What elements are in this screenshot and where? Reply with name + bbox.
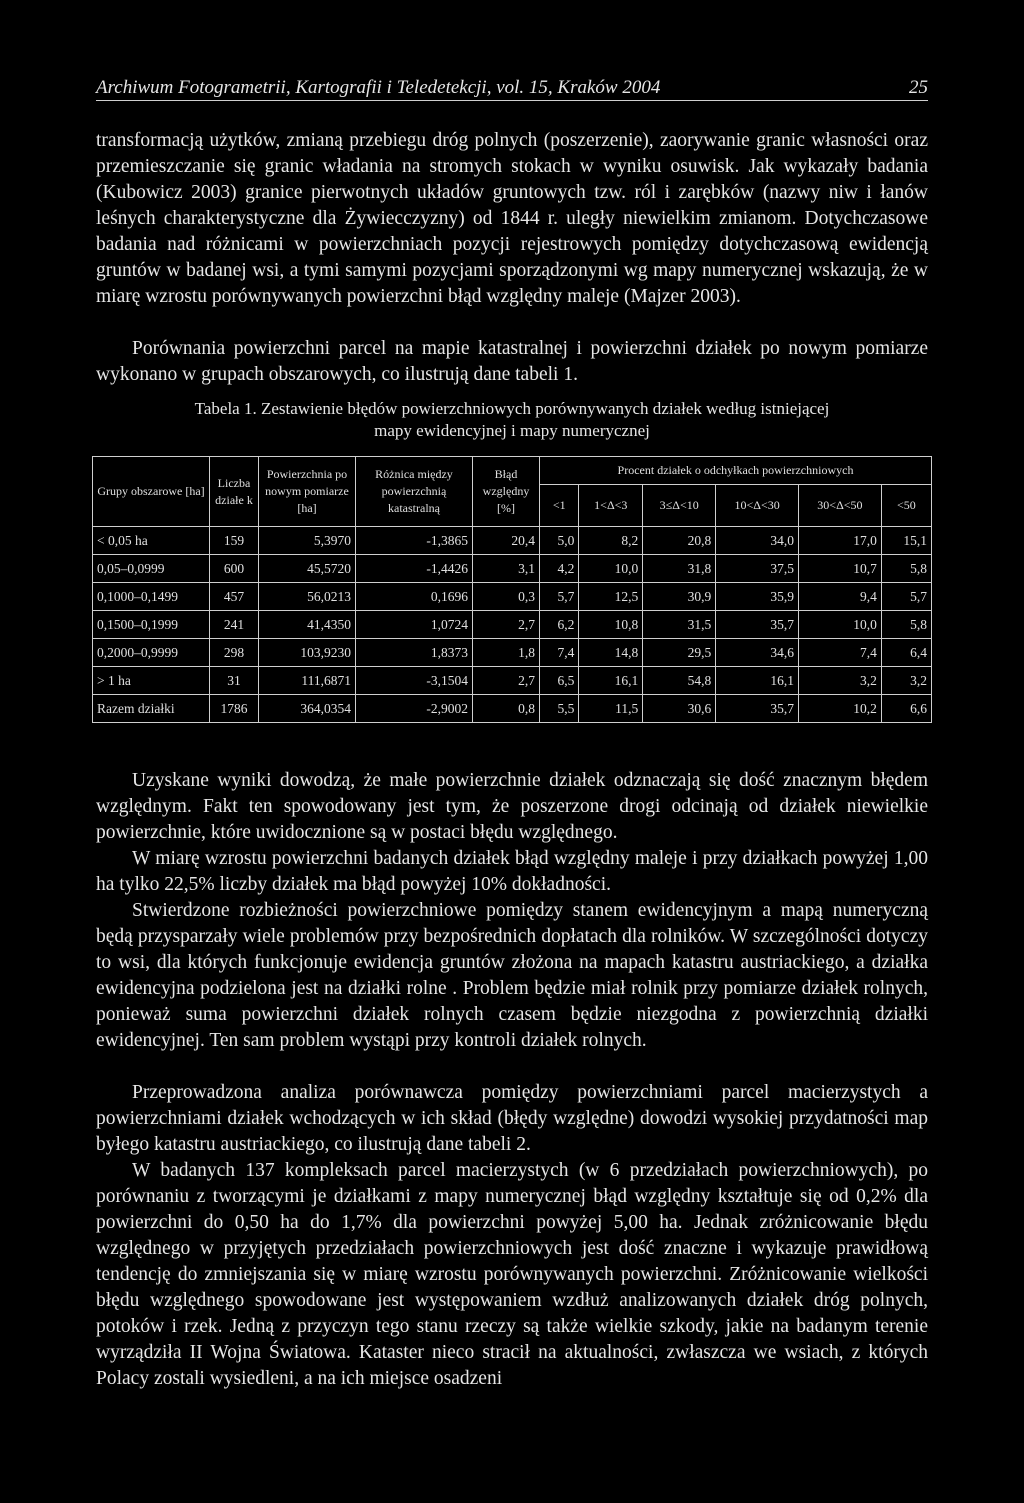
header-bin: 30<Δ<50 <box>799 485 882 527</box>
row-bin-value: 29,5 <box>643 639 716 667</box>
table-row <box>93 667 932 695</box>
row-error: 3,1 <box>473 555 540 583</box>
table-caption-line-2: mapy ewidencyjnej i mapy numerycznej <box>374 421 650 440</box>
row-label: 0,1000–0,1499 <box>93 583 210 611</box>
table-row <box>93 695 932 723</box>
row-bin-value: 34,6 <box>716 639 799 667</box>
row-diff: 1,8373 <box>356 639 473 667</box>
row-count: 600 <box>210 555 259 583</box>
row-bin-value: 15,1 <box>881 527 931 555</box>
row-label: > 1 ha <box>93 667 210 695</box>
row-bin-value: 20,8 <box>643 527 716 555</box>
row-error: 2,7 <box>473 667 540 695</box>
row-error: 1,8 <box>473 639 540 667</box>
row-label: 0,2000–0,9999 <box>93 639 210 667</box>
row-diff: -1,3865 <box>356 527 473 555</box>
row-bin-value: 5,8 <box>881 555 931 583</box>
paragraph-4: W miarę wzrostu powierzchni badanych działek błąd względny maleje i przy działkach powyżej 1,00 ha tylko 22,5% liczby działek ma błąd powyżej 10% dokładności. <box>96 848 928 895</box>
row-bin-value: 10,0 <box>579 555 643 583</box>
row-error: 2,7 <box>473 611 540 639</box>
row-bin-value: 14,8 <box>579 639 643 667</box>
row-bin-value: 5,0 <box>540 527 579 555</box>
row-count: 241 <box>210 611 259 639</box>
table-row <box>93 611 932 639</box>
row-bin-value: 30,6 <box>643 695 716 723</box>
row-label: 0,05–0,0999 <box>93 555 210 583</box>
header-bin: <1 <box>540 485 579 527</box>
row-count: 1786 <box>210 695 259 723</box>
row-bin-value: 9,4 <box>799 583 882 611</box>
row-count: 298 <box>210 639 259 667</box>
row-count: 457 <box>210 583 259 611</box>
header-percent-group: Procent działek o odchyłkach powierzchniowych <box>540 457 932 485</box>
row-error: 0,8 <box>473 695 540 723</box>
row-bin-value: 7,4 <box>540 639 579 667</box>
table-row <box>93 527 932 555</box>
table-row <box>93 583 932 611</box>
row-error: 20,4 <box>473 527 540 555</box>
header-bin: 10<Δ<30 <box>716 485 799 527</box>
paragraph-3: Uzyskane wyniki dowodzą, że małe powierzchnie działek odznaczają się dość znacznym błędem względnym. Fakt ten spowodowany jest tym, że poszerzone drogi odcinają od działek niewielkie powierzchnie, które uwidocznione są w postaci błędu względnego. <box>96 770 928 843</box>
table-caption <box>96 398 928 442</box>
table-caption-line-1: Tabela 1. Zestawienie błędów powierzchniowych porównywanych działek według istniejącej <box>194 399 830 418</box>
row-bin-value: 5,5 <box>540 695 579 723</box>
row-bin-value: 37,5 <box>716 555 799 583</box>
row-label: 0,1500–0,1999 <box>93 611 210 639</box>
header-diff: Różnica między powierzchnią katastralną <box>356 457 473 527</box>
row-bin-value: 10,8 <box>579 611 643 639</box>
row-diff: 1,0724 <box>356 611 473 639</box>
row-bin-value: 6,4 <box>881 639 931 667</box>
header-bin: <50 <box>881 485 931 527</box>
header-bin: 1<Δ<3 <box>579 485 643 527</box>
row-bin-value: 3,2 <box>799 667 882 695</box>
row-bin-value: 54,8 <box>643 667 716 695</box>
paragraph-6: Przeprowadzona analiza porównawcza pomiędzy powierzchniami parcel macierzystych a powierzchniami działek wchodzących w ich skład (błędy względne) dowodzi wysokiej przydatności map byłego katastru austriackiego, co ilustrują dane tabeli 2. <box>96 1082 928 1155</box>
page-number: 25 <box>909 77 928 98</box>
row-bin-value: 10,0 <box>799 611 882 639</box>
row-bin-value: 10,2 <box>799 695 882 723</box>
header-bin: 3≤Δ<10 <box>643 485 716 527</box>
row-bin-value: 5,7 <box>881 583 931 611</box>
header-area: Powierzchnia po nowym pomiarze [ha] <box>259 457 356 527</box>
row-diff: -2,9002 <box>356 695 473 723</box>
row-bin-value: 3,2 <box>881 667 931 695</box>
row-diff: -3,1504 <box>356 667 473 695</box>
row-area: 41,4350 <box>259 611 356 639</box>
row-error: 0,3 <box>473 583 540 611</box>
paragraph-5: Stwierdzone rozbieżności powierzchniowe pomiędzy stanem ewidencyjnym a mapą numeryczną będą przysparzały wiele problemów przy bezpośrednich dopłatach dla rolników. W szczególności dotyczy to wsi, dla których funkcjonuje ewidencja gruntów złożona na mapach katastru austriackiego, a działka ewidencyjna podzielona jest na działki rolne . Problem będzie miał rolnik przy pomiarze działek rolnych, ponieważ suma powierzchni działek rolnych czasem będzie niezgodna z powierzchnią działki ewidencyjnej. Ten sam problem wystąpi przy kontroli działek rolnych. <box>96 900 928 1051</box>
journal-title: Archiwum Fotogrametrii, Kartografii i Teledetekcji, vol. 15, Kraków 2004 <box>96 77 661 98</box>
table-row <box>93 555 932 583</box>
row-area: 5,3970 <box>259 527 356 555</box>
row-area: 56,0213 <box>259 583 356 611</box>
row-diff: 0,1696 <box>356 583 473 611</box>
row-bin-value: 35,7 <box>716 611 799 639</box>
paragraph-7: W badanych 137 kompleksach parcel macierzystych (w 6 przedziałach powierzchniowych), po porównaniu z tworzącymi je działkami z mapy numerycznej błąd względny kształtuje się od 0,2% dla powierzchni do 0,50 ha do 1,7% dla powierzchni powyżej 5,00 ha. Jednak zróżnicowanie błędu względnego w przyjętych przedziałach powierzchniowych jest dość znaczne i wykazuje prawidłową tendencję do zmniejszania się w miarę wzrostu porównywanych powierzchni. Zróżnicowanie wielkości błędu względnego spowodowane jest występowaniem wzdłuż analizowanych działek dróg polnych, potoków i rzek. Jedną z przyczyn tego stanu rzeczy są także wielkie szkody, jakie na badanym terenie wyrządziła II Wojna Światowa. Kataster nieco stracił na aktualności, zwłaszcza we wsiach, z których Polacy zostali wysiedleni, a na ich miejsce osadzeni <box>96 1160 928 1389</box>
row-bin-value: 4,2 <box>540 555 579 583</box>
row-bin-value: 31,5 <box>643 611 716 639</box>
row-bin-value: 17,0 <box>799 527 882 555</box>
row-label: Razem działki <box>93 695 210 723</box>
row-bin-value: 30,9 <box>643 583 716 611</box>
row-bin-value: 11,5 <box>579 695 643 723</box>
row-bin-value: 31,8 <box>643 555 716 583</box>
row-count: 31 <box>210 667 259 695</box>
header-count: Liczba działe k <box>210 457 259 527</box>
table-row <box>93 639 932 667</box>
row-bin-value: 10,7 <box>799 555 882 583</box>
row-area: 45,5720 <box>259 555 356 583</box>
row-bin-value: 6,5 <box>540 667 579 695</box>
row-bin-value: 35,9 <box>716 583 799 611</box>
row-bin-value: 16,1 <box>579 667 643 695</box>
row-bin-value: 5,8 <box>881 611 931 639</box>
header-error: Błąd względny [%] <box>473 457 540 527</box>
row-count: 159 <box>210 527 259 555</box>
row-bin-value: 16,1 <box>716 667 799 695</box>
table-body <box>93 527 932 723</box>
row-bin-value: 6,2 <box>540 611 579 639</box>
row-area: 103,9230 <box>259 639 356 667</box>
row-label: < 0,05 ha <box>93 527 210 555</box>
paragraph-1: transformacją użytków, zmianą przebiegu dróg polnych (poszerzenie), zaorywanie granic własności oraz przemieszczanie się granic władania na stromych stokach w wyniku osuwisk. Jak wykazały badania (Kubowicz 2003) granice pierwotnych układów gruntowych tzw. ról i zarębków (nazwy niw i łanów leśnych charakterystyczne dla Żywiecczyzny) od 1844 r. uległy niewielkim zmianom. Dotychczasowe badania nad różnicami w powierzchniach pozycji rejestrowych pomiędzy dotychczasową ewidencją gruntów w badanej wsi, a tymi samymi pozycjami sporządzonymi wg mapy numerycznej wskazują, że w miarę wzrostu porównywanych powierzchni błąd względny maleje (Majzer 2003). <box>96 130 928 307</box>
row-bin-value: 6,6 <box>881 695 931 723</box>
row-bin-value: 7,4 <box>799 639 882 667</box>
row-bin-value: 5,7 <box>540 583 579 611</box>
row-bin-value: 8,2 <box>579 527 643 555</box>
row-bin-value: 35,7 <box>716 695 799 723</box>
paragraph-2: Porównania powierzchni parcel na mapie katastralnej i powierzchni działek po nowym pomiarze wykonano w grupach obszarowych, co ilustrują dane tabeli 1. <box>96 338 928 385</box>
error-table <box>92 456 932 723</box>
row-bin-value: 12,5 <box>579 583 643 611</box>
row-area: 364,0354 <box>259 695 356 723</box>
row-bin-value: 34,0 <box>716 527 799 555</box>
row-area: 111,6871 <box>259 667 356 695</box>
header-groups: Grupy obszarowe [ha] <box>93 457 210 527</box>
row-diff: -1,4426 <box>356 555 473 583</box>
running-header <box>96 76 928 101</box>
